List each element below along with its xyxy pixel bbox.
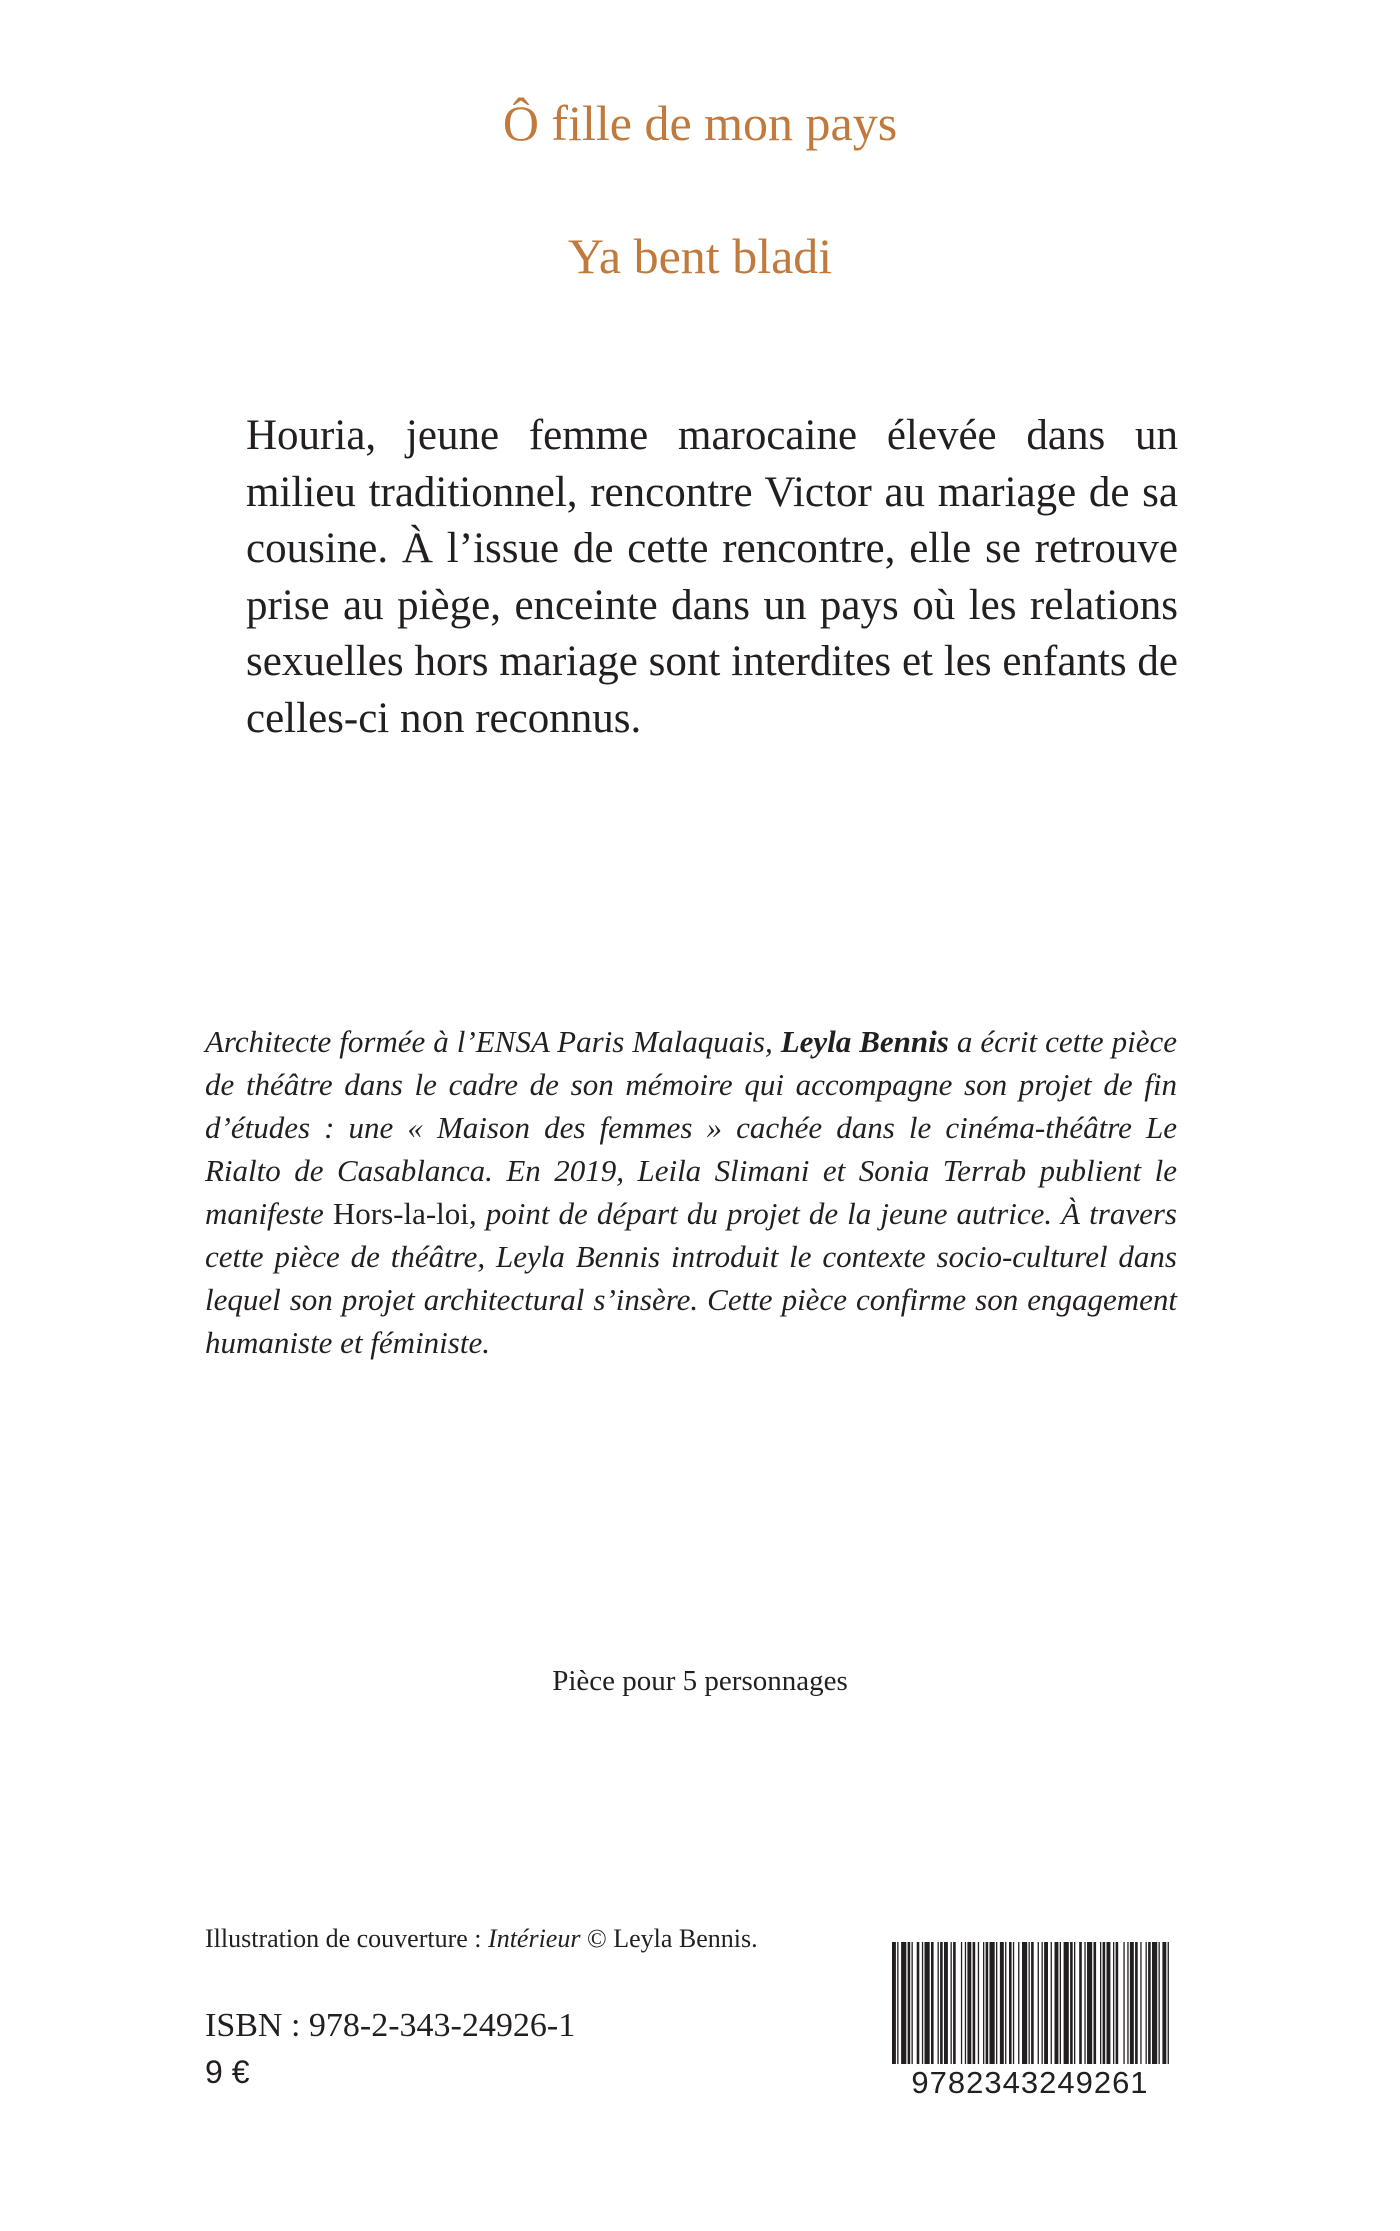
bio-text-3: , point de départ du projet de la jeune autrice. À travers cette pièce de théâtre, Leyla Bennis introduit le contexte socio-culturel dans lequel son projet architectural s’insère. Cette pièce confirme son engagement humaniste et féministe. [205, 1196, 1177, 1360]
bio-text-2: a écrit cette pièce de théâtre dans le cadre de son mémoire qui accompagne son projet de fin d’études : une « Maison des femmes » cachée dans le cinéma-théâtre Le Rialto de Casablanca. En 2019, Leila Slimani et Sonia Terrab publient le manifeste [205, 1024, 1177, 1231]
author-name: Leyla Bennis [780, 1024, 949, 1059]
barcode-bar [1055, 1942, 1059, 2074]
barcode-bar [1084, 1942, 1085, 2074]
barcode-bar [1005, 1942, 1006, 2074]
barcode-bar [1127, 1942, 1128, 2074]
barcode-bar [1013, 1942, 1014, 2074]
barcode-bar [1044, 1942, 1048, 2074]
barcode-bar [1009, 1942, 1012, 2074]
barcode-bar [1140, 1942, 1141, 2074]
barcode-bar [986, 1942, 989, 2074]
barcode-bar [922, 1942, 923, 2074]
barcode-digits: 9782343249261 [890, 2064, 1170, 2102]
barcode-bar [1087, 1942, 1092, 2074]
barcode-bar [1029, 1942, 1030, 2074]
barcode-bar [1000, 1942, 1004, 2074]
barcode-bar [1168, 1942, 1169, 2074]
barcode-bar [1031, 1942, 1034, 2074]
barcode-bar [1018, 1942, 1019, 2074]
barcode-bar [912, 1942, 913, 2074]
barcode-bar [897, 1942, 898, 2074]
cast-note: Pièce pour 5 personnages [552, 1665, 848, 1697]
barcode-bar [1152, 1942, 1157, 2074]
barcode-bar [1074, 1942, 1075, 2074]
illustration-credit [205, 1921, 758, 1957]
barcode-bar [1130, 1942, 1134, 2074]
price: 9 € [205, 2054, 250, 2090]
barcode-bar [961, 1942, 962, 2074]
barcode-bar [925, 1942, 930, 2074]
barcode-bar [978, 1942, 979, 2074]
barcode-bar [931, 1942, 934, 2074]
barcode-bar [951, 1942, 952, 2074]
barcode-bar [1123, 1942, 1124, 2074]
barcode-bar [1107, 1942, 1111, 2074]
barcode-bar [1159, 1942, 1160, 2074]
barcode-bar [983, 1942, 984, 2074]
barcode-bar [965, 1942, 966, 2074]
barcode-bar [908, 1942, 911, 2074]
barcode-bar [996, 1942, 997, 2074]
barcode-bar [1042, 1942, 1043, 2074]
barcode-bar [1103, 1942, 1106, 2074]
barcode-bar [1079, 1942, 1082, 2074]
barcode-bar [1094, 1942, 1097, 2074]
credit-work: Intérieur [488, 1924, 581, 1953]
author-bio [205, 1020, 1177, 1364]
barcode-bar [1146, 1942, 1147, 2074]
credit-prefix: Illustration de couverture : [205, 1924, 489, 1953]
barcode-bar [1064, 1942, 1069, 2074]
barcode-bar [973, 1942, 976, 2074]
manifesto-title: Hors-la-loi [332, 1196, 469, 1231]
bio-text-1: Architecte formée à l’ENSA Paris Malaquais, [205, 1024, 781, 1059]
barcode-bar [967, 1942, 971, 2074]
barcode-bar [1070, 1942, 1073, 2074]
book-title: Ô fille de mon pays [502, 95, 898, 151]
barcode-bar [1022, 1942, 1027, 2074]
barcode-bar [901, 1942, 906, 2074]
barcode-bar [1100, 1942, 1101, 2074]
isbn: ISBN : 978-2-343-24926-1 [205, 2007, 576, 2044]
barcode-bar [990, 1942, 995, 2074]
summary-paragraph: Houria, jeune femme marocaine élevée dans un milieu traditionnel, rencontre Victor au mariage de sa cousine. À l’issue de cette rencontre, elle se retrouve prise au piège, enceinte dans un pays où les relations sexuelles hors mariage sont interdites et les enfants de celles-ci non reconnus. [246, 412, 1178, 742]
barcode-bar [940, 1942, 943, 2074]
barcode-bar [1148, 1942, 1151, 2074]
barcode-bar [1116, 1942, 1119, 2074]
barcode-bar [1051, 1942, 1052, 2074]
barcode-bar [953, 1942, 956, 2074]
barcode-bar [1162, 1942, 1166, 2074]
barcode-bar [1135, 1942, 1138, 2074]
credit-suffix: © Leyla Bennis. [580, 1924, 758, 1953]
barcode-bar [1038, 1942, 1039, 2074]
barcode-bar [892, 1942, 896, 2074]
barcode-bar [917, 1942, 920, 2074]
book-subtitle: Ya bent bladi [567, 228, 833, 284]
barcode-bar [1113, 1942, 1114, 2074]
barcode-bar [1060, 1942, 1061, 2074]
barcode-bar [944, 1942, 948, 2074]
barcode [890, 1942, 1170, 2102]
barcode-bar [938, 1942, 939, 2074]
